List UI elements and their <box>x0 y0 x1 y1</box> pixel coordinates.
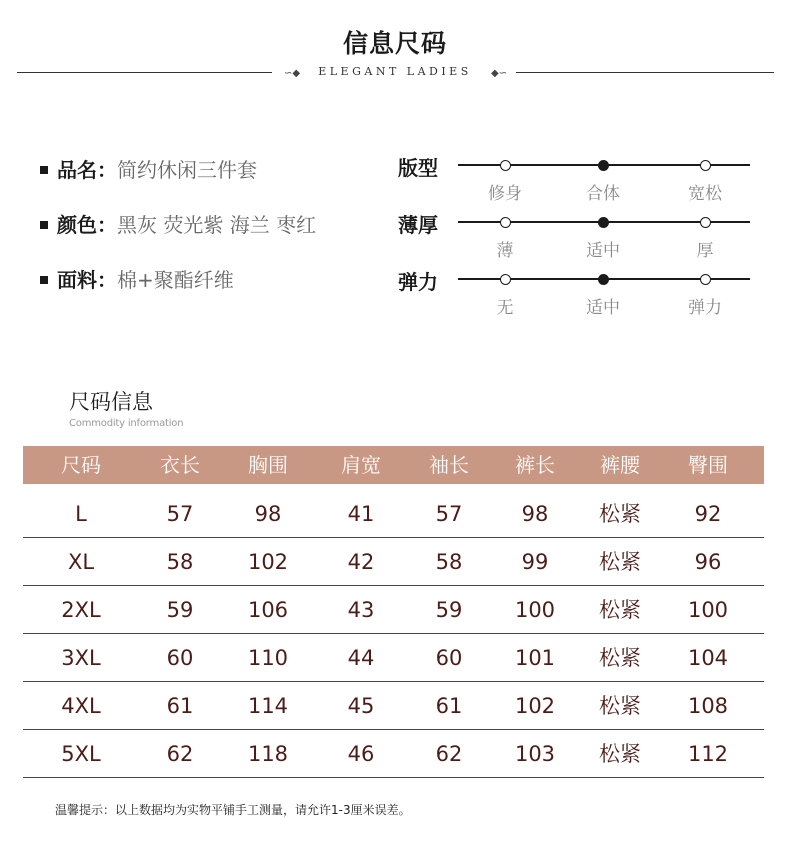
ornament-right-icon: ◆∽ <box>491 68 508 79</box>
table-cell: L <box>75 502 87 526</box>
table-cell: 42 <box>347 550 375 574</box>
table-header-cell: 袖长 <box>429 453 469 477</box>
scale-dot <box>500 160 511 171</box>
table-cell: 112 <box>687 742 729 766</box>
table-cell: 104 <box>687 646 729 670</box>
table-cell: 松紧 <box>599 550 641 574</box>
table-cell: 3XL <box>61 646 101 670</box>
table-cell: 45 <box>347 694 375 718</box>
scale-dot <box>700 160 711 171</box>
info-row-name <box>40 154 257 183</box>
table-cell: 102 <box>247 550 289 574</box>
table-header-cell: 裤长 <box>515 453 555 477</box>
table-row <box>23 681 764 730</box>
table-cell: 松紧 <box>599 646 641 670</box>
table-cell: 118 <box>247 742 289 766</box>
table-header-cell: 裤腰 <box>600 453 640 477</box>
scale-dot <box>700 217 711 228</box>
table-cell: 41 <box>347 502 375 526</box>
table-cell: 103 <box>514 742 556 766</box>
scale-dot <box>500 274 511 285</box>
bullet-icon <box>40 276 48 284</box>
info-key: 品名： <box>57 158 117 182</box>
scale-option-label: 适中 <box>586 241 620 261</box>
table-cell: 60 <box>166 646 194 670</box>
table-cell: 61 <box>166 694 194 718</box>
info-value: 简约休闲三件套 <box>117 158 257 182</box>
table-cell: 58 <box>435 550 463 574</box>
table-header-cell: 衣长 <box>160 453 200 477</box>
table-cell: 2XL <box>61 598 101 622</box>
table-cell: 44 <box>347 646 375 670</box>
table-cell: 98 <box>521 502 549 526</box>
table-cell: 110 <box>247 646 289 670</box>
table-cell: 61 <box>435 694 463 718</box>
table-cell: 100 <box>514 598 556 622</box>
table-cell: XL <box>67 550 95 574</box>
scale-option-label: 适中 <box>586 298 620 318</box>
scale-option-label: 弹力 <box>688 298 722 318</box>
table-row <box>23 537 764 586</box>
table-cell: 58 <box>166 550 194 574</box>
info-key: 面料： <box>57 268 117 292</box>
table-cell: 松紧 <box>599 742 641 766</box>
scale-option-label: 无 <box>496 298 514 318</box>
scale-option-label: 厚 <box>696 241 714 261</box>
table-cell: 46 <box>347 742 375 766</box>
scale-option-label: 修身 <box>488 184 522 204</box>
bullet-icon <box>40 166 48 174</box>
table-cell: 松紧 <box>599 598 641 622</box>
table-header-cell: 尺码 <box>61 453 101 477</box>
size-section-title: 尺码信息 <box>69 390 153 414</box>
table-cell: 62 <box>435 742 463 766</box>
table-row <box>23 633 764 682</box>
bullet-icon <box>40 221 48 229</box>
table-header-cell: 肩宽 <box>341 453 381 477</box>
table-cell: 114 <box>247 694 289 718</box>
table-cell: 57 <box>166 502 194 526</box>
table-cell: 100 <box>687 598 729 622</box>
table-cell: 松紧 <box>599 694 641 718</box>
table-cell: 102 <box>514 694 556 718</box>
scale-option-label: 薄 <box>496 241 514 261</box>
table-cell: 5XL <box>61 742 101 766</box>
info-value: 黑灰 荧光紫 海兰 枣红 <box>117 213 317 237</box>
scale-option-label: 宽松 <box>688 184 722 204</box>
table-cell: 101 <box>514 646 556 670</box>
table-header-cell: 胸围 <box>248 453 288 477</box>
scale-option-label: 合体 <box>586 184 620 204</box>
table-cell: 60 <box>435 646 463 670</box>
table-header-cell: 臀围 <box>688 453 728 477</box>
table-row <box>23 729 764 778</box>
table-cell: 62 <box>166 742 194 766</box>
scale-label: 弹力 <box>398 270 438 294</box>
info-row-color <box>40 209 316 238</box>
info-row-fabric <box>40 264 234 293</box>
page-subtitle: ELEGANT LADIES <box>318 65 472 78</box>
table-cell: 4XL <box>61 694 101 718</box>
table-row <box>23 585 764 634</box>
table-cell: 57 <box>435 502 463 526</box>
measurement-note: 温馨提示：以上数据均为实物平铺手工测量，请允许1-3厘米误差。 <box>55 803 411 817</box>
table-cell: 98 <box>254 502 282 526</box>
table-cell: 92 <box>694 502 722 526</box>
table-cell: 106 <box>247 598 289 622</box>
scale-dot-selected <box>598 160 609 171</box>
info-key: 颜色： <box>57 213 117 237</box>
table-cell: 59 <box>166 598 194 622</box>
size-section-subtitle: Commodity information <box>69 418 184 429</box>
scale-dot-selected <box>598 217 609 228</box>
table-cell: 43 <box>347 598 375 622</box>
scale-dot <box>700 274 711 285</box>
table-cell: 96 <box>694 550 722 574</box>
table-cell: 99 <box>521 550 549 574</box>
table-header <box>23 446 764 484</box>
ornament-left-icon: ∽◆ <box>284 68 301 79</box>
scale-label: 版型 <box>398 156 438 180</box>
scale-dot-selected <box>598 274 609 285</box>
table-cell: 59 <box>435 598 463 622</box>
table-cell: 108 <box>687 694 729 718</box>
scale-label: 薄厚 <box>398 213 438 237</box>
info-value: 棉+聚酯纤维 <box>117 268 234 292</box>
table-cell: 松紧 <box>599 502 641 526</box>
table-row <box>23 489 764 538</box>
scale-dot <box>500 217 511 228</box>
page-title: 信息尺码 <box>342 29 447 58</box>
